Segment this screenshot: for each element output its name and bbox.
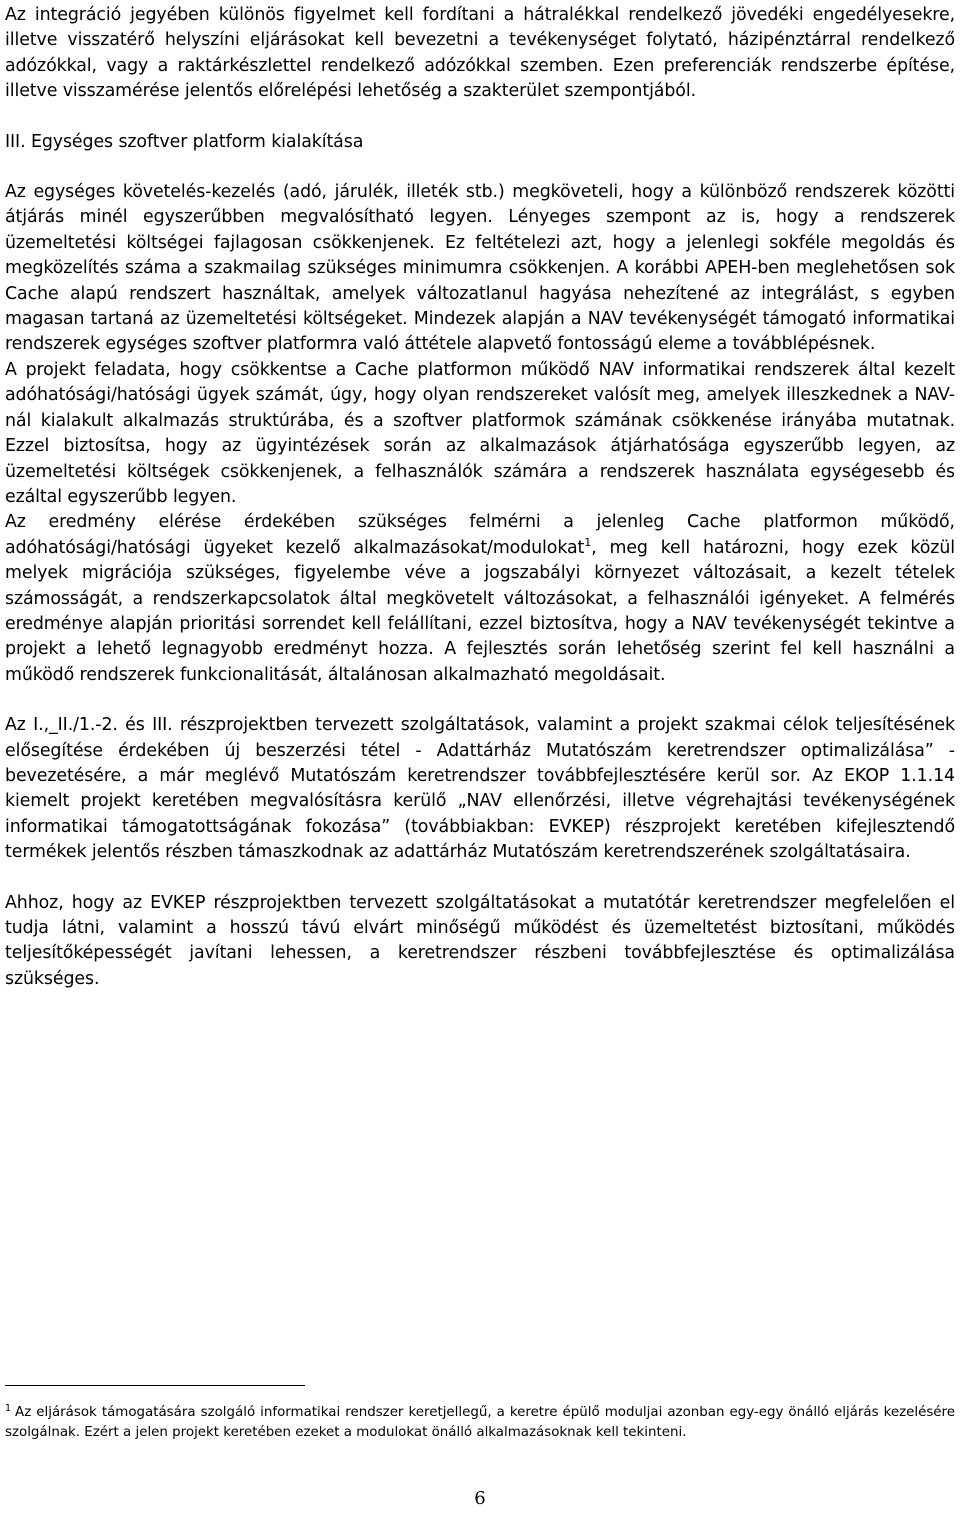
paragraph-project-task: A projekt feladata, hogy csökkentse a Cache platformon működő NAV informatikai rendszerek által kezelt adóhatósági/hatósági ügyek számát, úgy, hogy olyan rendszereket valósít meg, amelyek illeszkednek a NAV-nál kialakult alkalmazás struktúrába, és a szoftver platformok számának csökkenése irányába mutatnak. Ezzel biztosítsa, hogy az ügyintézések során az alkalmazások átjárhatósága egyszerűbb legyen, az üzemeltetési költségek csökkenjenek, a felhasználók számára a rendszerek használata egységesebb és ezáltal egyszerűbb legyen. [5, 359, 955, 507]
paragraph-gap [5, 105, 955, 130]
paragraph-data-warehouse: Az I.,_II./1.-2. és III. részprojektben tervezett szolgáltatások, valamint a projekt szakmai célok teljesítésének elősegítése érdekében új beszerzési tétel - Adattárház Mutatószám keretrendszer optimalizálása” - bevezetésére, a már meglévő Mutatószám keretrendszer továbbfejlesztésére kerül sor. Az EKOP 1.1.14 kiemelt projekt keretében megvalósításra kerülő „NAV ellenőrzési, illetve végrehajtási tevékenységének informatikai támogatottságának fokozása” (továbbiakban: EVKEP) részprojekt keretében kifejlesztendő termékek jelentős részben támaszkodnak az adattárház Mutatószám keretrendszerének szolgáltatásaira. [5, 715, 955, 863]
page-number: 6 [474, 1488, 486, 1509]
footnote-marker: 1 [5, 1403, 12, 1414]
paragraph-gap [5, 866, 955, 891]
footnote-reference[interactable]: 1 [584, 535, 592, 549]
footnote [5, 1403, 955, 1443]
footnote-text: Az eljárások támogatására szolgáló informatikai rendszer keretjellegű, a keretre épülő moduljai azonban egy-egy önálló eljárás kezelésére szolgálnak. Ezért a jelen projekt keretében ezeket a modulokat önálló alkalmazásoknak kell tekinteni. [5, 1405, 955, 1440]
paragraph-assessment-text-a: Az eredmény elérése érdekében szükséges felmérni a jelenleg Cache platformon működő, adóhatósági/hatósági ügyeket kezelő alkalmazásokat/modulokat [5, 512, 955, 558]
paragraph-gap [5, 155, 955, 180]
footnote-separator [5, 1385, 305, 1386]
paragraph-assessment [5, 510, 955, 688]
paragraph-assessment-text-b: , meg kell határozni, hogy ezek közül melyek migrációja szükséges, figyelembe véve a jogszabályi környezet változásait, a kezelt tételek számosságát, a rendszerkapcsolatok által megkövetelt változásokat, a felhasználói igényeket. A felmérés eredménye alapján prioritási sorrendet kell felállítani, ezzel biztosítva, hogy a NAV tevékenységét tekintve a projekt a lehető legnagyobb eredményt hozza. A fejlesztés során lehetőség szerint fel kell használni a működő rendszerek funkcionalitását, általánosan alkalmazható megoldásait. [5, 537, 955, 685]
paragraph-gap [5, 688, 955, 713]
section-heading: III. Egységes szoftver platform kialakítása [5, 131, 364, 152]
paragraph-platform-requirements: Az egységes követelés-kezelés (adó, járulék, illeték stb.) megköveteli, hogy a különböző rendszerek közötti átjárás minél egyszerűbben megvalósítható legyen. Lényeges szempont az is, hogy a rendszerek üzemeltetési költségei fajlagosan csökkenjenek. Ez feltételezi azt, hogy a jelenlegi sokféle megoldás és megközelítés száma a szakmailag szükséges minimumra csökkenjen. A korábbi APEH-ben meglehetősen sok Cache alapú rendszert használtak, amelyek változatlanul hagyása nehezítené az integrálást, s egyben magasan tartaná az üzemeltetési költségeket. Mindezek alapján a NAV tevékenységét támogató informatikai rendszerek egységes szoftver platformra való áttétele alapvető fontosságú eleme a továbblépésnek. [5, 182, 955, 355]
main-text [5, 3, 955, 992]
intro-paragraph: Az integráció jegyében különös figyelmet kell fordítani a hátralékkal rendelkező jövedéki engedélyesekre, illetve visszatérő helyszíni eljárásokat kell bevezetni a tevékenységet folytató, házipénztárral rendelkező adózókkal, vagy a raktárkészlettel rendelkező adózókkal szemben. Ezen preferenciák rendszerbe építése, illetve visszamérése jelentős előrelépési lehetőség a szakterület szempontjából. [5, 5, 955, 102]
paragraph-evkep: Ahhoz, hogy az EVKEP részprojektben tervezett szolgáltatásokat a mutatótár keretrendszer megfelelően el tudja látni, valamint a hosszú távú elvárt minőségű működést és üzemeltetést biztosítani, működés teljesítőképességét javítani lehessen, a keretrendszer részbeni továbbfejlesztése és optimalizálása szükséges. [5, 892, 955, 989]
